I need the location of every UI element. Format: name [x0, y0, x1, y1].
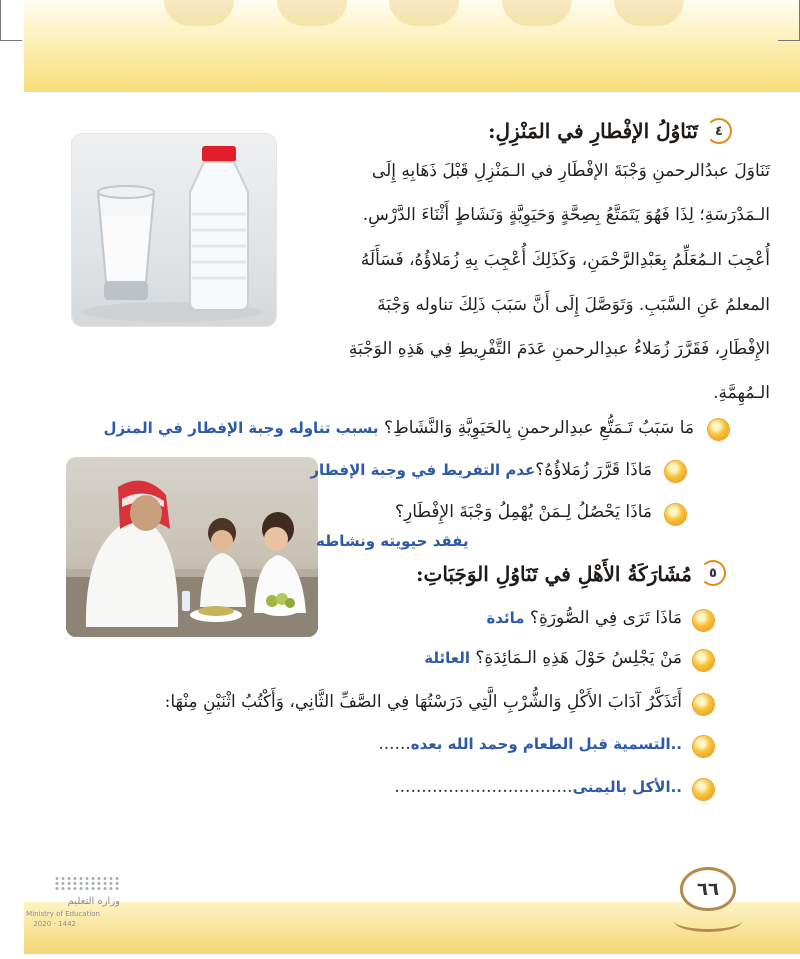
answer-text: ..التسمية قبل الطعام وحمد الله بعده: [410, 735, 682, 753]
section-number-badge: [700, 560, 726, 586]
bullet-icon: [708, 419, 729, 440]
family-meal-illustration: [66, 457, 318, 637]
question-text: مَا سَبَبُ تَـمَتُّعِ عبدِالرحمنِ بِالحَيَوِيَّةِ وَالنَّشَاطِ؟: [383, 418, 694, 438]
question-line: [310, 460, 652, 480]
dotted-fill: ......: [378, 734, 411, 754]
header-ornament: [164, 0, 684, 26]
prompt-text: أَتَذَكَّرُ آدَابَ الأَكْلِ وَالشُّرْبِ الَّتِي دَرَسْتُهَا فِي الصَّفِّ الثَّانِي، وَأَكْتُبُ اثْنَيْنِ مِنْهَا:: [164, 692, 682, 712]
dotted-fill: .................................: [394, 777, 573, 797]
bullet-icon: [693, 694, 714, 715]
section-number: ٤: [715, 123, 723, 139]
ministry-name-ar: وزارة التعليم: [67, 896, 120, 907]
paragraph-line: الإِفْطَارِ، فَقَرَّرَ زُمَلاءُ عبدِالرحمنِ عَدَمَ التَّفْرِيطِ فِي هَذِهِ الوَجْبَةِ: [348, 339, 770, 359]
paragraph-line: تَنَاوَلَ عبدُالرحمنِ وَجْبَةَ الإفْطَارِ في الـمَنْزِلِ قَبْلَ ذَهَابِهِ إِلَى: [371, 161, 770, 181]
answer-text: عدم التفريط في وجبة الإفطار: [310, 461, 536, 479]
question-line: [103, 418, 694, 438]
family-meal-photo: [66, 457, 318, 637]
section-5-title: مُشَارَكَةُ الأَهْلِ في تَنَاوُلِ الوَجَبَاتِ:: [416, 562, 692, 586]
question-text: مَاذَا يَحْصُلُ لِـمَنْ يُهْمِلُ وَجْبَةَ الإِفْطَارِ؟: [395, 502, 652, 522]
ministry-logo: [2, 876, 122, 934]
bullet-icon: [693, 779, 714, 800]
paragraph-line: أُعْجِبَ الـمُعَلِّمُ بِعَبْدِالرَّحْمَنِ، وَكَذَلِكَ أُعْجِبَ بِهِ زُمَلاؤُهُ، فَسَأَلَهُ: [360, 250, 770, 270]
trim-mark: [0, 40, 22, 41]
bullet-icon: [665, 461, 686, 482]
bullet-icon: [693, 736, 714, 757]
bullet-icon: [693, 610, 714, 631]
bullet-icon: [693, 650, 714, 671]
answer-text: ..الأكل باليمنى: [572, 778, 682, 796]
ministry-name-en: Ministry of Education: [26, 910, 100, 918]
answer-text: بسبب تناوله وجبة الإفطار في المنزل: [103, 419, 379, 437]
answer-text: مائدة: [486, 609, 525, 627]
question-line: [424, 648, 682, 668]
section-4-title: تَنَاوُلُ الإفْطارِ في المَنْزِلِ:: [488, 119, 698, 143]
milk-illustration: [72, 134, 276, 326]
answer-text: يفقد حيويته ونشاطه: [316, 532, 469, 550]
answer-line: [394, 777, 682, 797]
section-number: ٥: [709, 565, 717, 581]
paragraph-line: المعلمُ عَنِ السَّبَبِ. وَتَوَصَّلَ إِلَى أَنَّ سَبَبَ ذَلِكَ تناوله وَجْبَةَ: [377, 295, 770, 315]
answer-text: العائلة: [424, 649, 470, 667]
page-number-ornament: [674, 910, 742, 932]
milk-photo: [72, 134, 276, 326]
paragraph-line: الـمَدْرَسَةِ؛ لِذَا فَهُوَ يَتَمَتَّعُ بِصِحَّةٍ وَحَيَوِيَّةٍ وَنَشَاطٍ أَثْنَاءَ الدَّرْسِ.: [362, 205, 770, 225]
question-text: مَاذَا تَرَى فِي الصُّورَةِ؟: [529, 608, 682, 628]
ministry-logo-mark: [54, 876, 120, 892]
edition-year: 2020 - 1442: [33, 920, 76, 928]
paragraph-line: الـمُهِمَّةِ.: [713, 383, 770, 403]
bullet-icon: [665, 504, 686, 525]
question-line: [486, 608, 682, 628]
question-text: مَاذَا قَرَّرَ زُمَلاؤُهُ؟: [535, 460, 652, 480]
section-number-badge: [706, 118, 732, 144]
question-text: مَنْ يَجْلِسُ حَوْلَ هَذِهِ الـمَائِدَةِ؟: [475, 648, 682, 668]
trim-mark: [0, 0, 1, 40]
answer-line: [378, 734, 682, 754]
header-band: [24, 0, 800, 92]
page-number: ٦٦: [680, 867, 736, 911]
trim-mark: [778, 40, 800, 41]
